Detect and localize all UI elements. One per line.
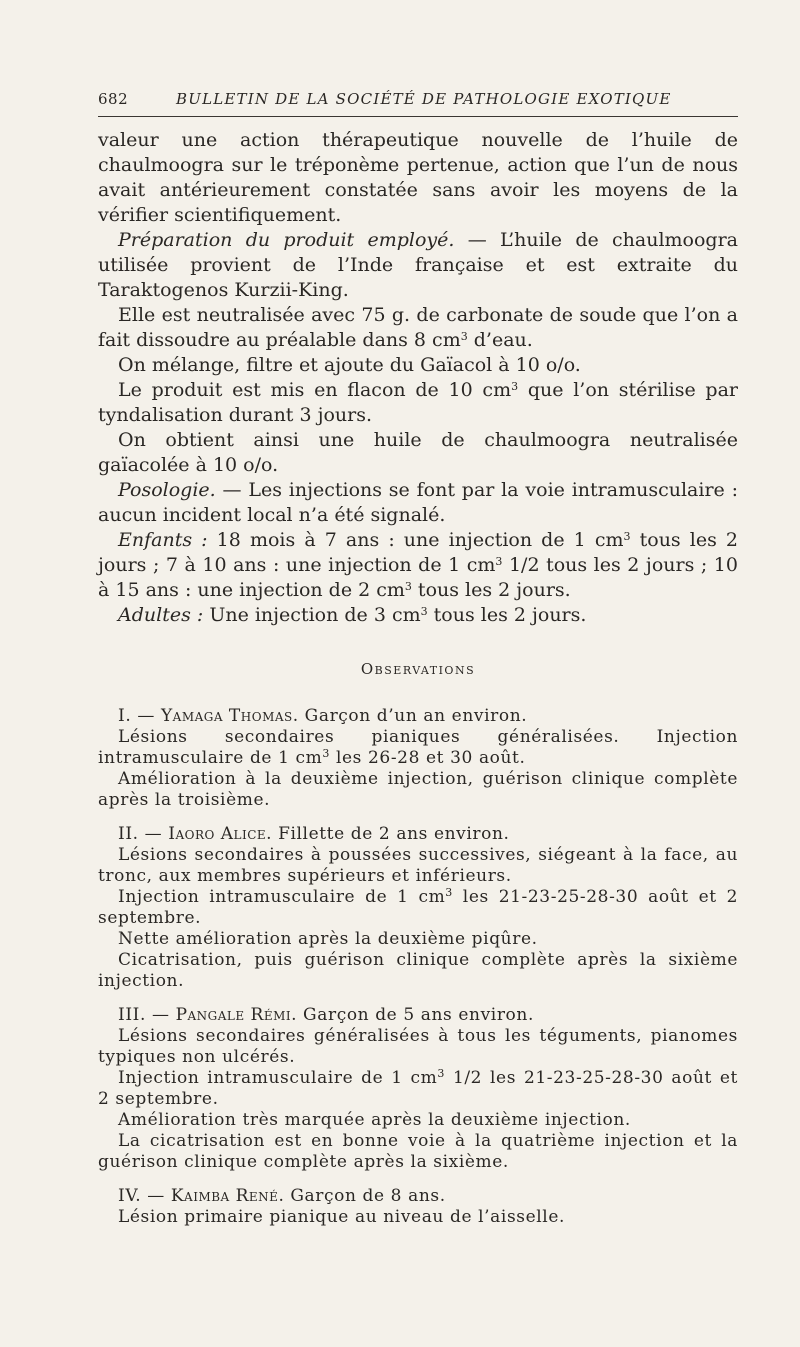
paragraph-posologie: Posologie. — Les injections se font par la voie intramusculaire : aucun incident local n’a été signalé. xyxy=(98,479,738,526)
running-header xyxy=(98,90,738,114)
patient-name: Yamaga Thomas. xyxy=(160,706,299,726)
patient-name: Kaimba René. xyxy=(170,1186,285,1206)
page-number: 682 xyxy=(98,90,129,108)
observation-3-heading: III. — Pangale Rémi. Garçon de 5 ans environ. xyxy=(118,1005,534,1025)
paragraph-enfants: Enfants : 18 mois à 7 ans : une injection de 1 $cm^3$ tous les 2 jours ; 7 à 10 ans : une injection de 1 $cm^3$ 1/2 tous les 2 jours ; 10 à 15 ans : une injection de 2 $cm^3$ tous les 2 jours. xyxy=(98,529,739,601)
observation-paragraph: Amélioration très marquée après la deuxième injection. xyxy=(118,1110,631,1130)
patient-name: Iaoro Alice. xyxy=(168,824,273,844)
observation-1-heading: I. — Yamaga Thomas. Garçon d’un an environ. xyxy=(118,706,528,726)
header-rule xyxy=(98,116,738,117)
paragraph-neutralisation: Elle est neutralisée avec 75 g. de carbonate de soude que l’on a fait dissoudre au préalable dans 8 $cm^3$ d’eau. xyxy=(98,304,738,351)
paragraph-preparation: Préparation du produit employé. — L’huile de chaulmoogra utilisée provient de l’Inde française et est extraite du Taraktogenos Kurzii-King. xyxy=(98,229,739,301)
section-label-preparation: Préparation du produit employé. xyxy=(118,229,455,251)
observation-paragraph: Injection intramusculaire de 1 $cm^3$ les 21-23-25-28-30 août et 2 septembre. xyxy=(98,886,738,928)
observation-paragraph: Lésion primaire pianique au niveau de l’aisselle. xyxy=(118,1207,565,1227)
observation-paragraph: Amélioration à la deuxième injection, guérison clinique complète après la troisième. xyxy=(98,769,738,810)
patient-name: Pangale Rémi. xyxy=(175,1005,298,1025)
observation-2-heading: II. — Iaoro Alice. Fillette de 2 ans environ. xyxy=(118,824,510,844)
observation-paragraph: Injection intramusculaire de 1 $cm^3$ 1/2 les 21-23-25-28-30 août et 2 septembre. xyxy=(98,1067,738,1109)
observation-paragraph: Lésions secondaires à poussées successives, siégeant à la face, au tronc, aux membres supérieurs et inférieurs. xyxy=(98,845,738,886)
observation-paragraph: Lésions secondaires généralisées à tous les téguments, pianomes typiques non ulcérés. xyxy=(98,1026,738,1067)
section-label-posologie: Posologie. xyxy=(118,479,216,501)
observation-paragraph: La cicatrisation est en bonne voie à la quatrième injection et la guérison clinique complète après la sixième. xyxy=(98,1131,738,1172)
article-body xyxy=(98,128,738,1228)
observation-paragraph: Cicatrisation, puis guérison clinique complète après la sixième injection. xyxy=(98,950,738,991)
paragraph-huile: On obtient ainsi une huile de chaulmoogra neutralisée gaïacolée à 10 o/o. xyxy=(98,429,738,476)
paragraph-intro: valeur une action thérapeutique nouvelle de l’huile de chaulmoogra sur le tréponème pertenue, action que l’un de nous avait antérieurement constatée sans avoir les moyens de la vérifier scientifiquement. xyxy=(98,129,738,226)
paragraph-adultes: Adultes : Une injection de 3 $cm^3$ tous les 2 jours. xyxy=(118,604,587,626)
paragraph-melange: On mélange, filtre et ajoute du Gaïacol à 10 o/o. xyxy=(118,354,581,376)
observation-paragraph: Nette amélioration après la deuxième piqûre. xyxy=(118,929,538,949)
observation-paragraph: Lésions secondaires pianiques généralisées. Injection intramusculaire de 1 $cm^3$ les 26-28 et 30 août. xyxy=(98,727,738,768)
label-enfants: Enfants : xyxy=(118,529,208,551)
observation-4-heading: IV. — Kaimba René. Garçon de 8 ans. xyxy=(118,1186,446,1206)
label-adultes: Adultes : xyxy=(118,604,204,626)
observations-heading: Observations xyxy=(360,660,476,678)
journal-title: BULLETIN DE LA SOCIÉTÉ DE PATHOLOGIE EXOTIQUE xyxy=(176,90,672,108)
observations-list xyxy=(98,706,738,1228)
paragraph-flacon: Le produit est mis en flacon de 10 $cm^3$ que l’on stérilise par tyndalisation durant 3 jours. xyxy=(98,379,738,426)
